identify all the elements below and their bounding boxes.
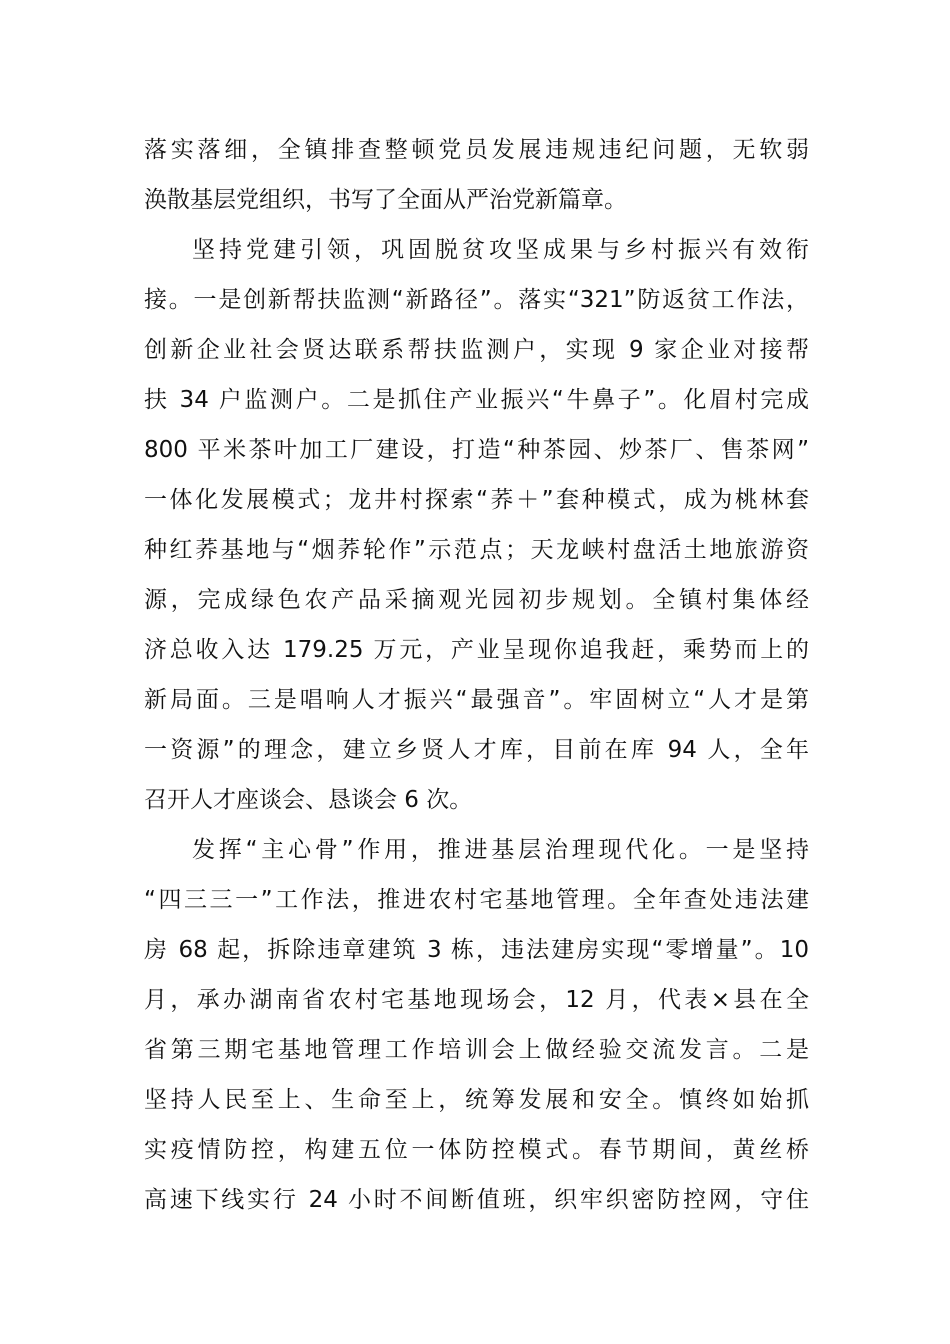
text-line: 源，完成绿色农产品采摘观光园初步规划。全镇村集体经 <box>144 587 809 613</box>
text-line: 一体化发展模式；龙井村探索“荞＋”套种模式，成为桃林套 <box>144 487 809 513</box>
text-line: 实疫情防控，构建五位一体防控模式。春节期间，黄丝桥 <box>144 1137 809 1163</box>
body-text <box>144 125 809 1225</box>
text-line: 省第三期宅基地管理工作培训会上做经验交流发言。二是 <box>144 1037 809 1063</box>
text-line: 涣散基层党组织，书写了全面从严治党新篇章。 <box>144 187 627 213</box>
text-line: 高速下线实行 24 小时不间断值班，织牢织密防控网，守住 <box>144 1187 809 1213</box>
text-line: 扶 34 户监测户。二是抓住产业振兴“牛鼻子”。化眉村完成 <box>144 387 809 413</box>
text-line: 召开人才座谈会、恳谈会 6 次。 <box>144 787 473 813</box>
text-line: 月，承办湖南省农村宅基地现场会，12 月，代表×县在全 <box>144 987 809 1013</box>
text-line: 种红荞基地与“烟荞轮作”示范点；天龙峡村盘活土地旅游资 <box>144 537 809 563</box>
text-line: 落实落细，全镇排查整顿党员发展违规违纪问题，无软弱 <box>144 137 809 163</box>
paragraph-start-line: 坚持党建引领，巩固脱贫攻坚成果与乡村振兴有效衔 <box>192 237 809 263</box>
text-line: 坚持人民至上、生命至上，统筹发展和安全。慎终如始抓 <box>144 1087 809 1113</box>
text-line: “四三三一”工作法，推进农村宅基地管理。全年查处违法建 <box>144 887 809 913</box>
text-line: 新局面。三是唱响人才振兴“最强音”。牢固树立“人才是第 <box>144 687 809 713</box>
text-line: 接。一是创新帮扶监测“新路径”。落实“321”防返贫工作法， <box>144 287 809 313</box>
text-line: 济总收入达 179.25 万元，产业呈现你追我赶，乘势而上的 <box>144 637 809 663</box>
text-line: 800 平米茶叶加工厂建设，打造“种茶园、炒茶厂、售茶网” <box>144 437 809 463</box>
text-line: 创新企业社会贤达联系帮扶监测户，实现 9 家企业对接帮 <box>144 337 809 363</box>
text-line: 一资源”的理念，建立乡贤人才库，目前在库 94 人，全年 <box>144 737 809 763</box>
paragraph-start-line: 发挥“主心骨”作用，推进基层治理现代化。一是坚持 <box>192 837 809 863</box>
text-line: 房 68 起，拆除违章建筑 3 栋，违法建房实现“零增量”。10 <box>144 937 809 963</box>
